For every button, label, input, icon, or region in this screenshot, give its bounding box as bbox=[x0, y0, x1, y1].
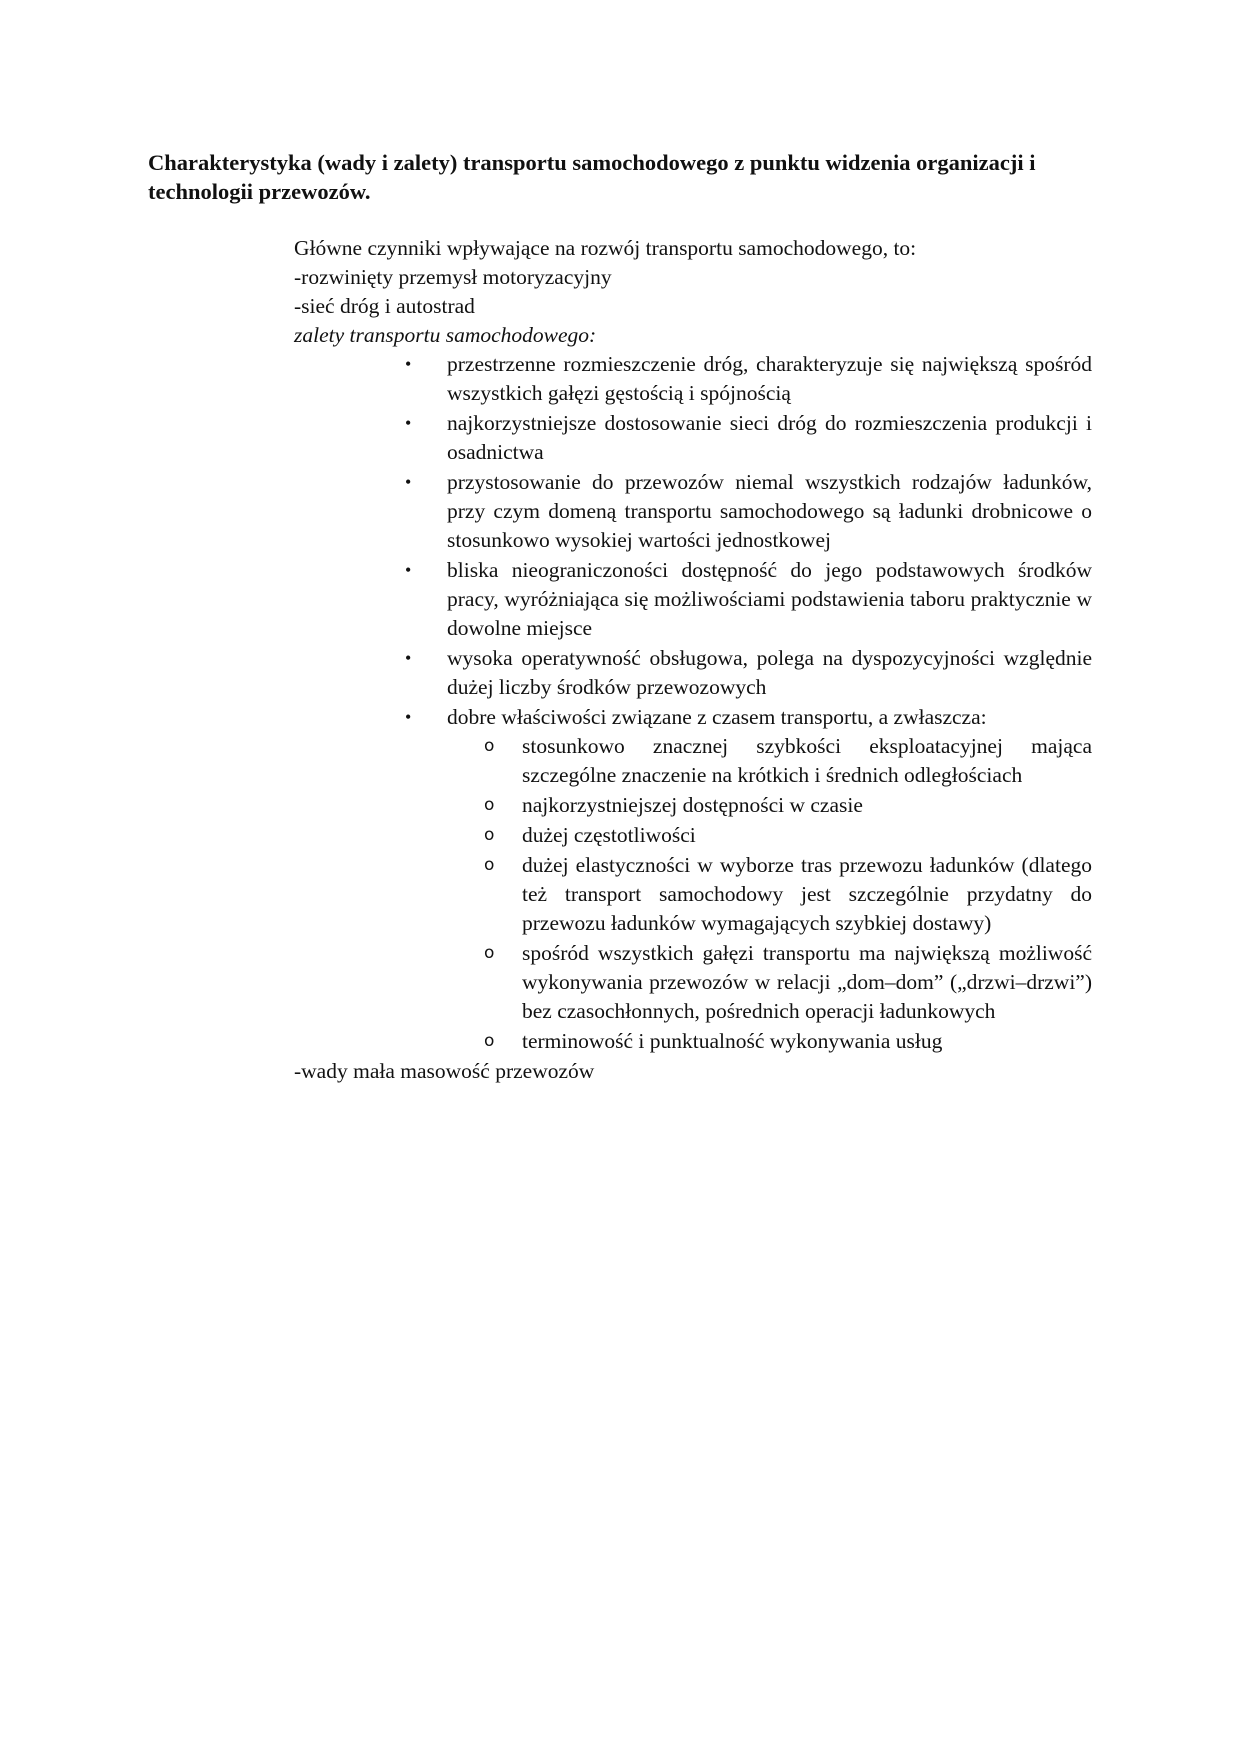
factor-item: -sieć dróg i autostrad bbox=[294, 294, 475, 318]
time-advantage-item bbox=[484, 939, 1092, 1026]
advantage-text: przestrzenne rozmieszczenie dróg, charakteryzuje się największą spośród wszystkich gałęzi gęstością i spójnością bbox=[447, 352, 1092, 405]
disadvantages-text: -wady mała masowość przewozów bbox=[294, 1059, 595, 1083]
bullet-dot-icon: • bbox=[405, 560, 412, 580]
time-advantage-item bbox=[484, 791, 1092, 820]
time-advantage-text: stosunkowo znacznej szybkości eksploatacyjnej mająca szczególne znaczenie na krótkich i średnich odległościach bbox=[522, 734, 1092, 787]
factor-item: -rozwinięty przemysł motoryzacyjny bbox=[294, 265, 612, 289]
bullet-dot-icon: • bbox=[405, 707, 412, 727]
time-advantages-list bbox=[447, 732, 1092, 1056]
circle-o-icon: o bbox=[484, 736, 495, 756]
circle-o-icon: o bbox=[484, 943, 495, 963]
bullet-dot-icon: • bbox=[405, 472, 412, 492]
advantages-list bbox=[294, 350, 1092, 1056]
advantage-text: najkorzystniejsze dostosowanie sieci dróg do rozmieszczenia produkcji i osadnictwa bbox=[447, 411, 1092, 464]
document-body bbox=[294, 234, 1092, 1086]
intro-text: Główne czynniki wpływające na rozwój transportu samochodowego, to: bbox=[294, 236, 917, 260]
advantage-text: wysoka operatywność obsługowa, polega na dyspozycyjności względnie dużej liczby środków przewozowych bbox=[447, 646, 1092, 699]
bullet-dot-icon: • bbox=[405, 413, 412, 433]
time-advantage-text: najkorzystniejszej dostępności w czasie bbox=[522, 793, 863, 817]
time-advantage-text: dużej elastyczności w wyborze tras przewozu ładunków (dlatego też transport samochodowy jest szczególnie przydatny do przewozu ładunków wymagających szybkiej dostawy) bbox=[522, 853, 1092, 935]
advantages-heading: zalety transportu samochodowego: bbox=[294, 323, 597, 347]
advantage-text: dobre właściwości związane z czasem transportu, a zwłaszcza: bbox=[447, 705, 987, 729]
document-title: Charakterystyka (wady i zalety) transportu samochodowego z punktu widzenia organizacji i technologii przewozów. bbox=[148, 150, 1036, 204]
circle-o-icon: o bbox=[484, 825, 495, 845]
circle-o-icon: o bbox=[484, 1031, 495, 1051]
time-advantage-text: spośród wszystkich gałęzi transportu ma największą możliwość wykonywania przewozów w relacji „dom–dom” („drzwi–drzwi”) bez czasochłonnych, pośrednich operacji ładunkowych bbox=[522, 941, 1092, 1023]
time-advantage-text: terminowość i punktualność wykonywania usług bbox=[522, 1029, 943, 1053]
circle-o-icon: o bbox=[484, 855, 495, 875]
advantage-text: przystosowanie do przewozów niemal wszystkich rodzajów ładunków, przy czym domeną transportu samochodowego są ładunki drobnicowe o stosunkowo wysokiej wartości jednostkowej bbox=[447, 470, 1092, 552]
advantage-item bbox=[405, 644, 1092, 702]
time-advantage-item bbox=[484, 821, 1092, 850]
advantage-item bbox=[405, 409, 1092, 467]
bullet-dot-icon: • bbox=[405, 354, 412, 374]
advantage-item bbox=[405, 468, 1092, 555]
time-advantage-item bbox=[484, 1027, 1092, 1056]
advantage-item bbox=[405, 350, 1092, 408]
advantage-item bbox=[405, 703, 1092, 1056]
bullet-dot-icon: • bbox=[405, 648, 412, 668]
advantage-text: bliska nieograniczoności dostępność do jego podstawowych środków pracy, wyróżniająca się możliwościami podstawienia taboru praktycznie w dowolne miejsce bbox=[447, 558, 1092, 640]
time-advantage-text: dużej częstotliwości bbox=[522, 823, 696, 847]
advantage-item bbox=[405, 556, 1092, 643]
time-advantage-item bbox=[484, 732, 1092, 790]
circle-o-icon: o bbox=[484, 795, 495, 815]
time-advantage-item bbox=[484, 851, 1092, 938]
